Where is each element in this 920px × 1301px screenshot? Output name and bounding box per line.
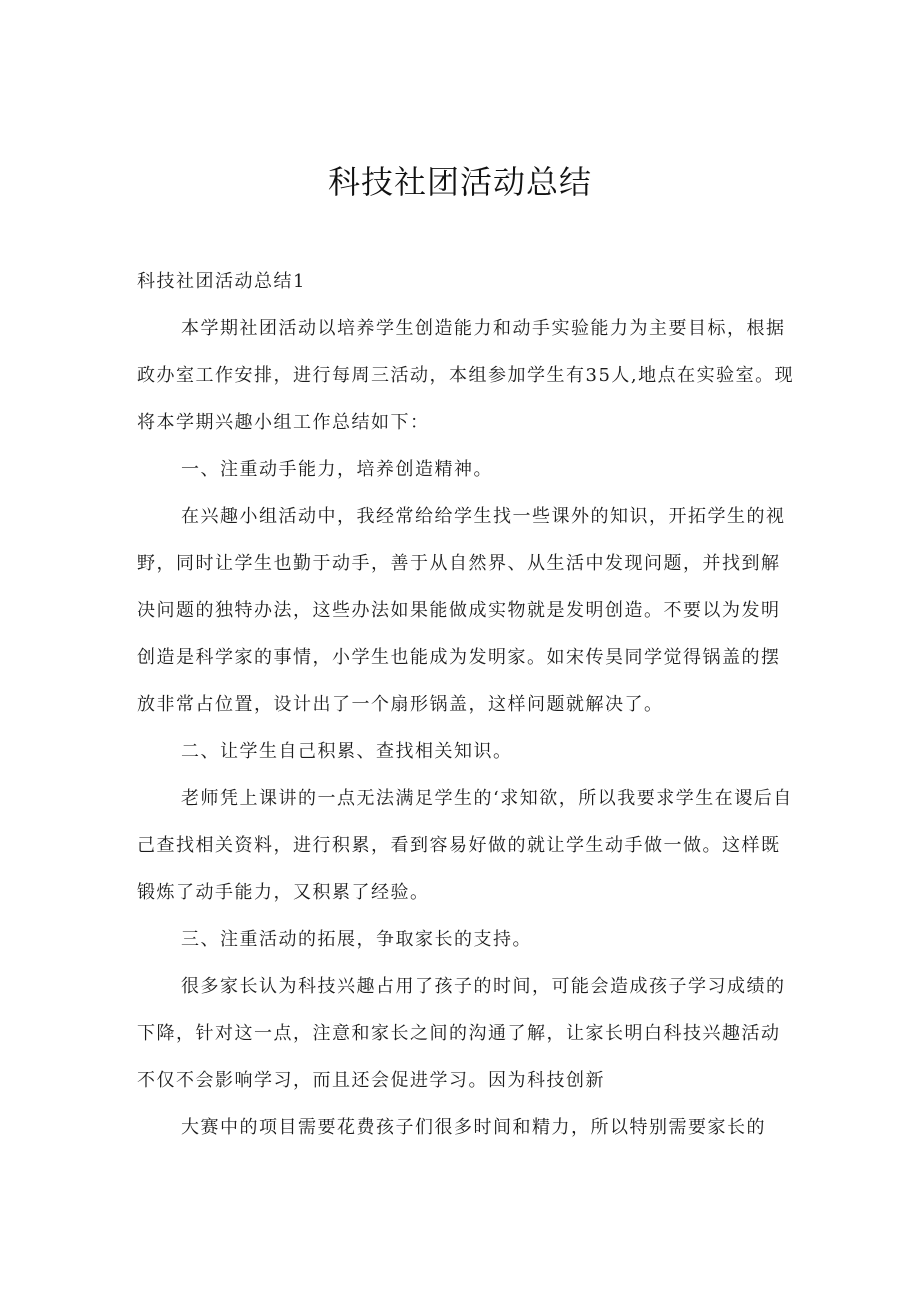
heading-point-2: 二、让学生自己积累、查找相关知识。 [181,741,513,762]
paragraph-point-2: 老师凭上课讲的一点无法满足学生的‘求知欲，所以我要求学生在谡后自己查找相关资料，进行积累，看到容易好做的就让学生动手做一做。这样既锻炼了动手能力，又积累了经验。 [137,788,793,903]
document-body [137,258,797,1151]
document-title: 科技社团活动总结 [327,163,592,201]
paragraph-intro: 本学期社团活动以培养学生创造能力和动手实验能力为主要目标，根据政办室工作安排，进行每周三活动，本组参加学生有35人,地点在实验室。现将本学期兴趣小组工作总结如下： [137,318,795,433]
paragraph-point-3: 很多家长认为科技兴趣占用了孩子的时间，可能会造成孩子学习成绩的下降，针对这一点，注意和家长之间的沟通了解，让家长明白科技兴趣活动不仅不会影响学习，而且还会促进学习。因为科技创新 [137,976,786,1091]
paragraph-point-1: 在兴趣小组活动中，我经常给给学生找一些课外的知识，开拓学生的视野，同时让学生也勤于动手，善于从自然界、从生活中发现问题，并找到解决问题的独特办法，这些办法如果能做成实物就是发明创造。不要以为发明创造是科学家的事情，小学生也能成为发明家。如宋传昊同学觉得锅盖的摆放非常占位置，设计出了一个扇形锅盖，这样问题就解决了。 [137,506,786,715]
section-subtitle: 科技社团活动总结1 [137,271,306,292]
paragraph-continued: 大赛中的项目需要花费孩子们很多时间和精力，所以特别需要家长的 [181,1117,766,1138]
heading-point-1: 一、注重动手能力，培养创造精神。 [181,459,493,480]
heading-point-3: 三、注重活动的拓展，争取家长的支持。 [181,929,532,950]
